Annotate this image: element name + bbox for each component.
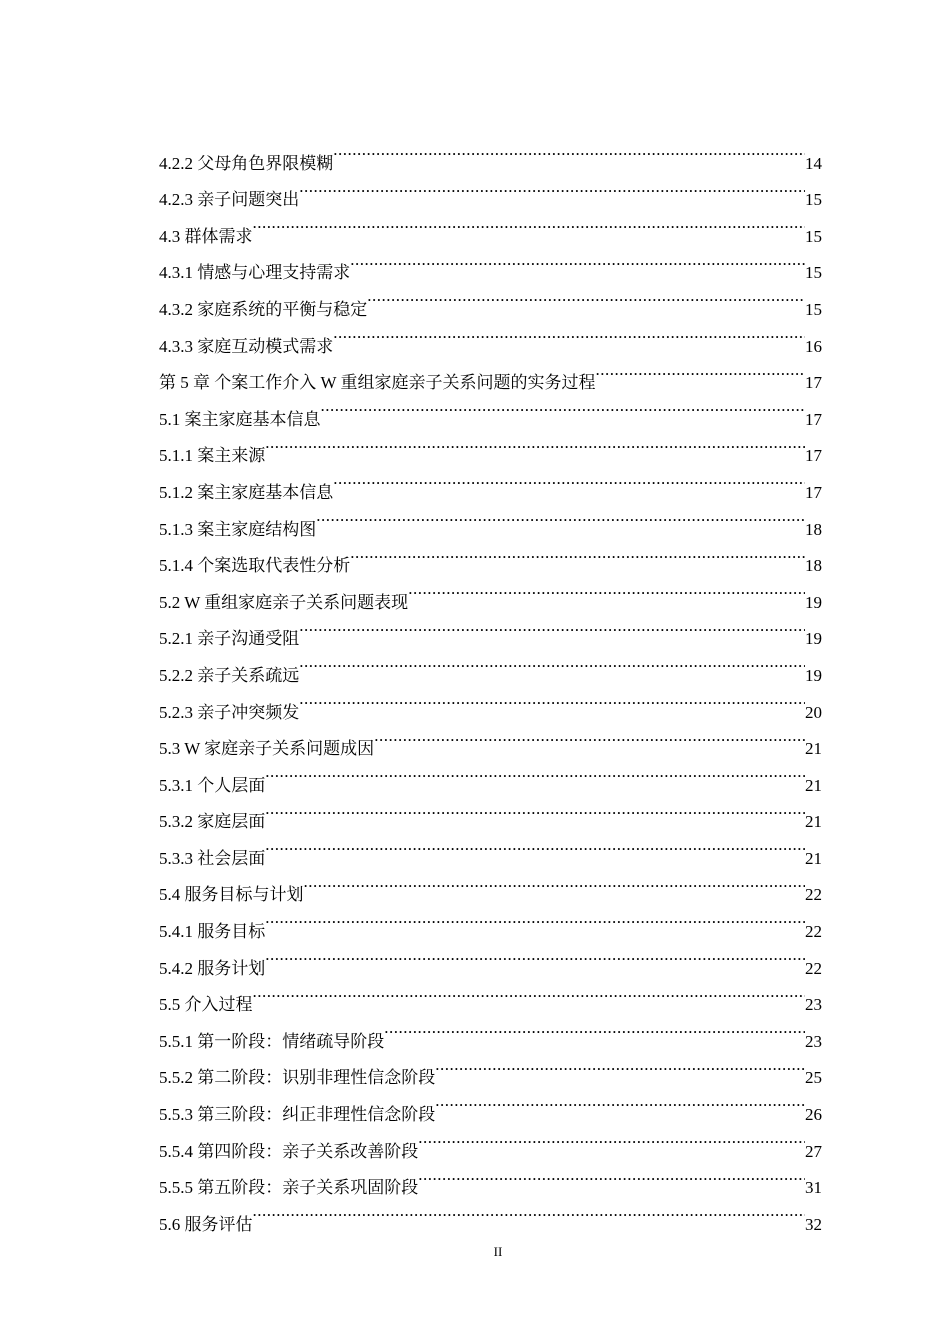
toc-entry-page: 17 xyxy=(805,446,822,466)
toc-entry-title: 5.4.1 服务目标 xyxy=(159,922,266,942)
toc-leader-dots xyxy=(265,827,805,864)
toc-entry-title: 5.2 W 重组家庭亲子关系问题表现 xyxy=(159,592,409,612)
toc-entry-page: 19 xyxy=(805,592,822,612)
toc-entry-title: 5.1.4 个案选取代表性分析 xyxy=(159,556,351,576)
toc-entry[interactable] xyxy=(159,242,822,283)
toc-entry-page: 17 xyxy=(805,373,822,393)
toc-entry-title: 第 5 章 个案工作介入 W 重组家庭亲子关系问题的实务过程 xyxy=(159,373,596,393)
toc-entry-page: 18 xyxy=(805,519,822,539)
toc-entry-title: 5.3 W 家庭亲子关系问题成因 xyxy=(159,739,375,759)
toc-leader-dots xyxy=(265,754,805,791)
toc-entry-page: 23 xyxy=(805,1031,822,1051)
toc-entry-page: 25 xyxy=(805,1068,822,1088)
toc-leader-dots xyxy=(253,205,806,242)
toc-leader-dots xyxy=(265,900,805,937)
toc-entry-title: 5.1.3 案主家庭结构图 xyxy=(159,519,317,539)
toc-entry-title: 5.3.2 家庭层面 xyxy=(159,812,266,832)
toc-entry-title: 5.1 案主家庭基本信息 xyxy=(159,409,321,429)
toc-leader-dots xyxy=(367,278,805,315)
toc-entry[interactable] xyxy=(159,132,822,173)
toc-entry-page: 15 xyxy=(805,299,822,319)
toc-leader-dots xyxy=(316,498,805,535)
toc-leader-dots xyxy=(299,644,805,681)
toc-entry-title: 4.2.3 亲子问题突出 xyxy=(159,190,300,210)
toc-entry-page: 14 xyxy=(805,153,822,173)
toc-entry-title: 4.2.2 父母角色界限模糊 xyxy=(159,153,334,173)
toc-entry-page: 15 xyxy=(805,226,822,246)
toc-entry-page: 18 xyxy=(805,556,822,576)
toc-leader-dots xyxy=(435,1047,805,1084)
toc-entry-page: 21 xyxy=(805,848,822,868)
toc-leader-dots xyxy=(384,1010,805,1047)
toc-leader-dots xyxy=(333,315,805,352)
toc-entry[interactable] xyxy=(159,205,822,246)
toc-leader-dots xyxy=(265,937,805,974)
toc-entry-title: 5.1.2 案主家庭基本信息 xyxy=(159,482,334,502)
toc-leader-dots xyxy=(418,1120,805,1157)
toc-entry-page: 19 xyxy=(805,629,822,649)
toc-entry-title: 5.6 服务评估 xyxy=(159,1214,253,1234)
toc-entry-page: 26 xyxy=(805,1105,822,1125)
toc-leader-dots xyxy=(265,791,805,828)
toc-leader-dots xyxy=(304,864,806,901)
toc-entry-title: 5.2.2 亲子关系疏远 xyxy=(159,665,300,685)
toc-leader-dots xyxy=(596,352,806,389)
toc-leader-dots xyxy=(299,608,805,645)
toc-entry-page: 15 xyxy=(805,263,822,283)
toc-leader-dots xyxy=(299,681,805,718)
toc-entry[interactable] xyxy=(159,1010,822,1051)
toc-entry-title: 5.4.2 服务计划 xyxy=(159,958,266,978)
toc-entry-title: 4.3.3 家庭互动模式需求 xyxy=(159,336,334,356)
toc-entry-page: 22 xyxy=(805,885,822,905)
toc-leader-dots xyxy=(418,1157,805,1194)
toc-entry-title: 5.3.1 个人层面 xyxy=(159,775,266,795)
toc-entry-page: 17 xyxy=(805,409,822,429)
toc-entry-title: 5.5.4 第四阶段：亲子关系改善阶段 xyxy=(159,1141,419,1161)
toc-leader-dots xyxy=(265,425,805,462)
toc-entry-page: 20 xyxy=(805,702,822,722)
toc-entry-page: 17 xyxy=(805,482,822,502)
toc-entry-title: 4.3.1 情感与心理支持需求 xyxy=(159,263,351,283)
toc-leader-dots xyxy=(408,571,805,608)
toc-entry-page: 31 xyxy=(805,1178,822,1198)
toc-entry-title: 5.5.3 第三阶段：纠正非理性信念阶段 xyxy=(159,1105,436,1125)
toc-leader-dots xyxy=(333,132,805,169)
page-number: II xyxy=(493,1244,503,1259)
toc-entry[interactable] xyxy=(159,1193,822,1234)
toc-entry-page: 22 xyxy=(805,958,822,978)
table-of-contents xyxy=(159,132,822,1234)
toc-entry-title: 5.2.3 亲子冲突频发 xyxy=(159,702,300,722)
toc-entry-title: 5.5.1 第一阶段：情绪疏导阶段 xyxy=(159,1031,385,1051)
toc-leader-dots xyxy=(350,535,805,572)
toc-entry-title: 5.5.5 第五阶段：亲子关系巩固阶段 xyxy=(159,1178,419,1198)
toc-entry-title: 4.3.2 家庭系统的平衡与稳定 xyxy=(159,299,368,319)
toc-leader-dots xyxy=(374,718,805,755)
toc-entry-title: 5.4 服务目标与计划 xyxy=(159,885,304,905)
toc-entry-title: 5.5 介入过程 xyxy=(159,995,253,1015)
toc-entry-page: 16 xyxy=(805,336,822,356)
toc-entry-page: 21 xyxy=(805,739,822,759)
toc-entry-page: 21 xyxy=(805,775,822,795)
toc-entry-title: 5.2.1 亲子沟通受阻 xyxy=(159,629,300,649)
toc-entry-page: 19 xyxy=(805,665,822,685)
toc-leader-dots xyxy=(253,974,806,1011)
toc-entry-page: 21 xyxy=(805,812,822,832)
toc-entry-page: 27 xyxy=(805,1141,822,1161)
toc-entry-page: 32 xyxy=(805,1214,822,1234)
toc-entry-page: 23 xyxy=(805,995,822,1015)
toc-leader-dots xyxy=(299,169,805,206)
toc-leader-dots xyxy=(435,1083,805,1120)
toc-entry-page: 22 xyxy=(805,922,822,942)
toc-leader-dots xyxy=(253,1193,806,1230)
toc-entry-page: 15 xyxy=(805,190,822,210)
toc-entry-title: 5.1.1 案主来源 xyxy=(159,446,266,466)
toc-leader-dots xyxy=(350,242,805,279)
toc-entry[interactable] xyxy=(159,974,822,1015)
toc-leader-dots xyxy=(321,388,806,425)
toc-entry-title: 4.3 群体需求 xyxy=(159,226,253,246)
toc-entry-title: 5.3.3 社会层面 xyxy=(159,848,266,868)
toc-leader-dots xyxy=(333,461,805,498)
toc-entry-title: 5.5.2 第二阶段：识别非理性信念阶段 xyxy=(159,1068,436,1088)
